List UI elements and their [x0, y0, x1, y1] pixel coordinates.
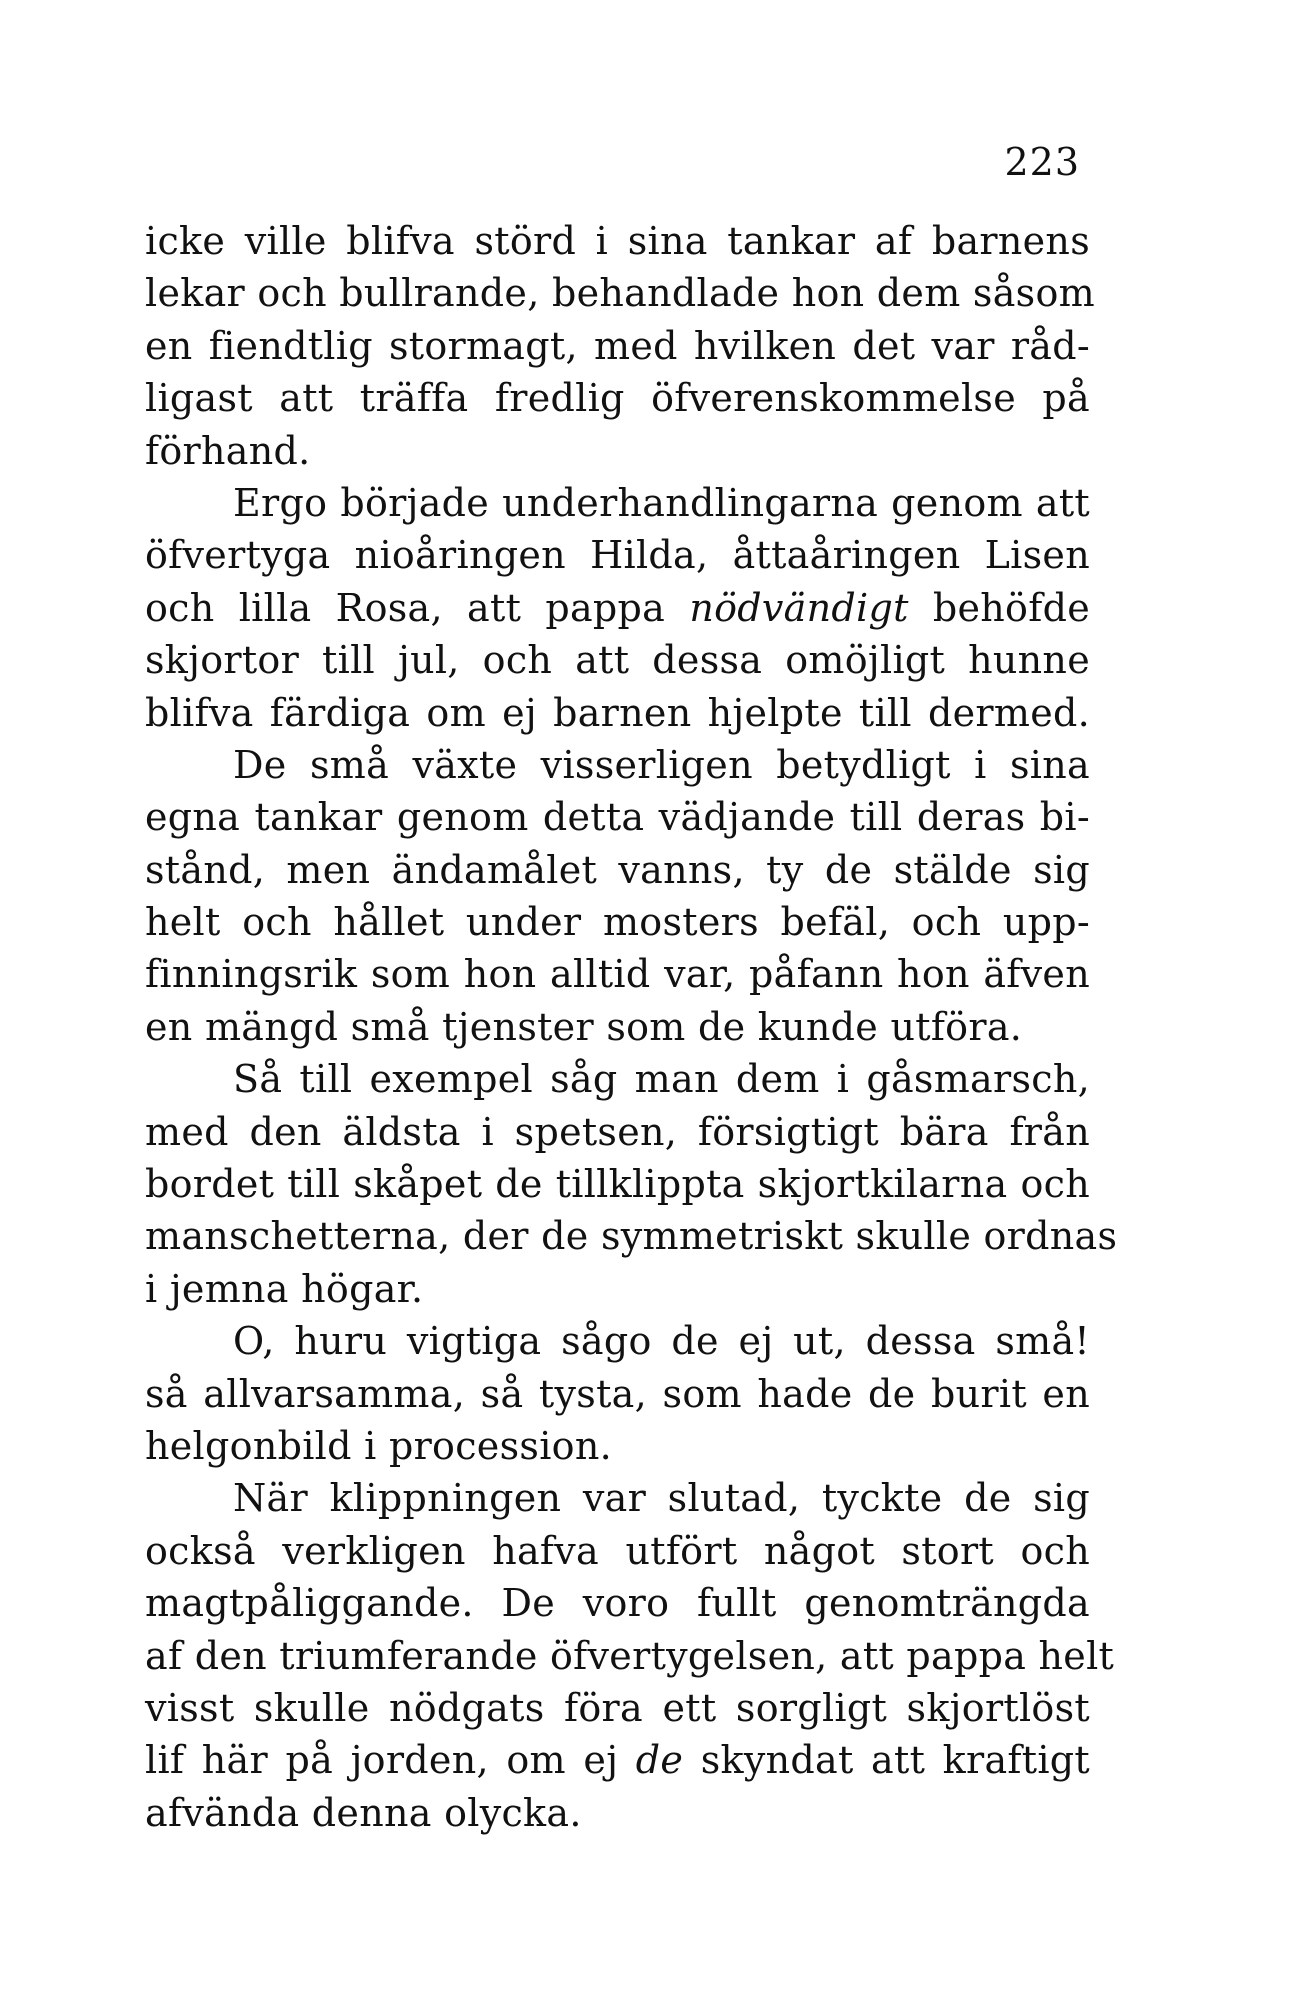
text-line [145, 372, 1090, 424]
text-segment: afvända denna olycka. [145, 1790, 582, 1835]
text-line [145, 582, 1090, 634]
text-segment: behöfde [908, 585, 1090, 630]
text-segment: egna tankar genom detta vädjande till deras bi- [145, 795, 1090, 840]
text-line [145, 1472, 1090, 1524]
text-segment: förhand. [145, 428, 311, 473]
text-segment: lif här på jorden, om ej [145, 1738, 636, 1783]
text-segment: De små växte visserligen betydligt i sina [233, 742, 1090, 787]
text-segment: stånd, men ändamålet vanns, ty de stälde sig [145, 847, 1090, 892]
text-line [145, 1577, 1090, 1629]
text-segment: När klippningen var slutad, tyckte de sig [233, 1476, 1090, 1521]
text-segment: visst skulle nödgats föra ett sorgligt skjortlöst [145, 1685, 1090, 1730]
text-line [145, 529, 1090, 581]
text-segment: O, huru vigtiga sågo de ej ut, dessa små! [233, 1319, 1090, 1364]
text-segment: en fiendtlig stormagt, med hvilken det var råd- [145, 323, 1090, 368]
text-segment: icke ville blifva störd i sina tankar af barnens [145, 219, 1090, 263]
text-line [145, 1053, 1090, 1105]
text-segment: manschetterna, der de symmetriskt skulle ordnas [145, 1214, 1118, 1259]
italic-text: de [635, 1738, 684, 1783]
page-number: 223 [1004, 140, 1080, 184]
text-segment: så allvarsamma, så tysta, som hade de burit en [145, 1371, 1090, 1416]
text-segment: skjortor till jul, och att dessa omöjligt hunne [145, 638, 1090, 683]
text-segment: Ergo började underhandlingarna genom att [233, 480, 1090, 525]
text-line [145, 1315, 1090, 1367]
text-segment: ligast att träffa fredlig öfverenskommelse på [145, 376, 1090, 421]
text-segment: bordet till skåpet de tillklippta skjortkilarna och [145, 1162, 1090, 1207]
text-segment: skyndat att kraftigt [683, 1738, 1090, 1783]
body-text [145, 215, 1118, 1839]
text-line [145, 267, 1095, 319]
text-line [145, 1787, 1090, 1839]
text-segment: helt och hållet under mosters befäl, och upp- [145, 900, 1090, 945]
text-line [145, 948, 1090, 1000]
text-line [145, 1001, 1090, 1053]
text-line [145, 1158, 1090, 1210]
text-segment: också verkligen hafva utfört något stort och [145, 1528, 1090, 1573]
text-line [145, 844, 1090, 896]
text-line [145, 1734, 1090, 1786]
text-line [145, 1106, 1090, 1158]
text-line [145, 791, 1090, 843]
text-line [145, 1210, 1118, 1262]
text-line [145, 1263, 1090, 1315]
text-line [145, 687, 1090, 739]
text-segment: lekar och bullrande, behandlade hon dem såsom [145, 271, 1095, 316]
text-line [145, 1682, 1090, 1734]
text-line [145, 1368, 1090, 1420]
text-line [145, 739, 1090, 791]
text-line [145, 1525, 1090, 1577]
text-segment: finningsrik som hon alltid var, påfann hon äfven [145, 952, 1090, 997]
text-segment: i jemna högar. [145, 1266, 424, 1311]
text-line [145, 1630, 1115, 1682]
text-line [145, 634, 1090, 686]
text-segment: blifva färdiga om ej barnen hjelpte till dermed. [145, 690, 1090, 735]
text-segment: öfvertyga nioåringen Hilda, åttaåringen Lisen [145, 533, 1090, 578]
text-segment: helgonbild i procession. [145, 1423, 612, 1468]
text-segment: och lilla Rosa, att pappa [145, 585, 690, 630]
italic-text: nödvändigt [689, 585, 909, 630]
text-line [145, 896, 1090, 948]
text-line [145, 215, 1090, 267]
text-line [145, 1420, 1090, 1472]
text-segment: af den triumferande öfvertygelsen, att pappa helt [145, 1633, 1115, 1678]
text-segment: Så till exempel såg man dem i gåsmarsch, [233, 1057, 1090, 1102]
text-segment: en mängd små tjenster som de kunde utföra. [145, 1004, 1023, 1049]
text-line [145, 477, 1090, 529]
text-segment: magtpåliggande. De voro fullt genomträngda [145, 1581, 1090, 1626]
text-segment: med den äldsta i spetsen, försigtigt bära från [145, 1109, 1090, 1154]
text-line [145, 425, 1090, 477]
text-line [145, 320, 1090, 372]
